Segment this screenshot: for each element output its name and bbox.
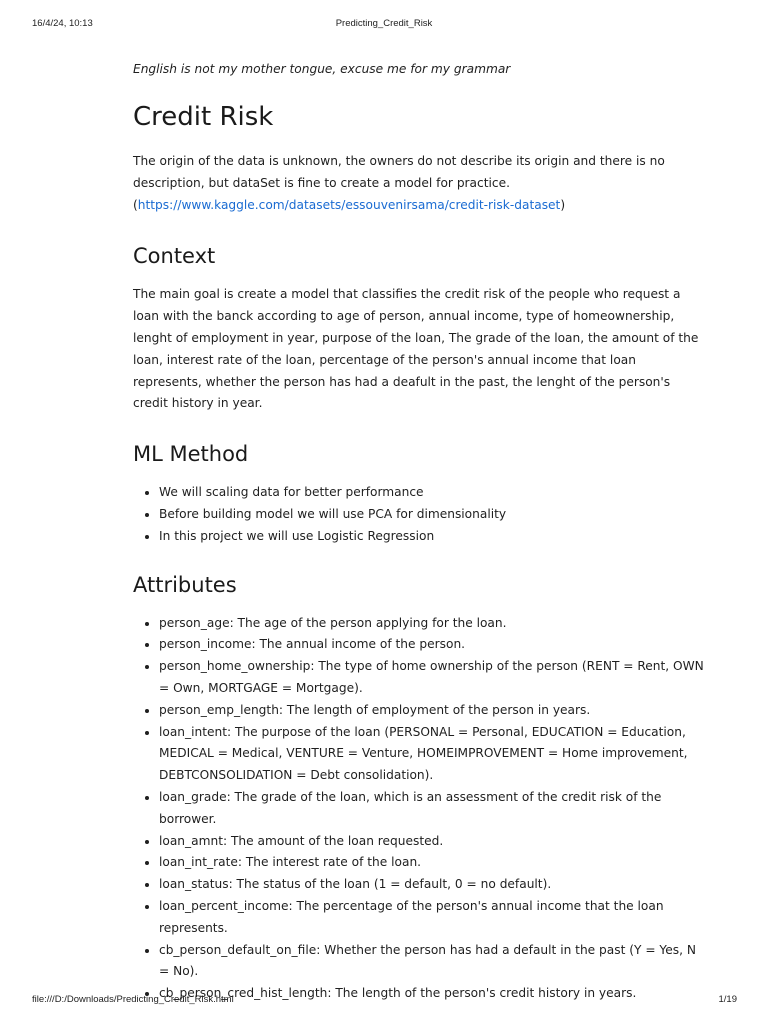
ml-method-heading: ML Method xyxy=(133,442,249,467)
list-item: • cb_person_cred_hist_length: The length of the person's credit history in years. xyxy=(159,983,708,1005)
language-note: English is not my mother tongue, excuse me for my grammar xyxy=(133,62,511,76)
list-item: • loan_percent_income: The percentage of the person's annual income that the loan represents. xyxy=(159,896,708,940)
context-section xyxy=(133,242,708,415)
list-item: • loan_status: The status of the loan (1 = default, 0 = no default). xyxy=(159,874,708,896)
list-item: • loan_grade: The grade of the loan, which is an assessment of the credit risk of the borrower. xyxy=(159,787,708,831)
list-item: • person_age: The age of the person applying for the loan. xyxy=(159,613,708,635)
print-datetime: 16/4/24, 10:13 xyxy=(32,18,93,29)
print-title: Predicting_Credit_Risk xyxy=(335,18,433,29)
list-item: • loan_amnt: The amount of the loan requested. xyxy=(159,831,708,853)
intro-paren-open: ( xyxy=(133,197,138,212)
print-page-number: 1/19 xyxy=(718,994,737,1005)
print-header xyxy=(0,18,768,32)
print-footer xyxy=(0,994,768,1008)
list-item: • person_home_ownership: The type of home ownership of the person (RENT = Rent, OWN = Own, MORTGAGE = Mortgage). xyxy=(159,656,708,700)
list-item: • Before building model we will use PCA for dimensionality xyxy=(159,504,708,526)
list-item: • In this project we will use Logistic Regression xyxy=(159,526,708,548)
context-paragraph: The main goal is create a model that classifies the credit risk of the people who request a loan with the banck according to age of person, annual income, type of homeownership, lenght of employment in year, purpose of the loan, The grade of the loan, the amount of the loan, interest rate of the loan, percentage of the person's annual income that loan represents, whether the person has had a deafult in the past, the lenght of the person's credit history in year. xyxy=(133,287,699,411)
print-file-path: file:///D:/Downloads/Predicting_Credit_Risk.html xyxy=(32,994,234,1005)
intro-paren-close: ) xyxy=(560,197,566,212)
attributes-heading: Attributes xyxy=(133,572,237,597)
ml-method-section xyxy=(133,440,708,547)
list-item: • loan_intent: The purpose of the loan (PERSONAL = Personal, EDUCATION = Education, MEDICAL = Medical, VENTURE = Venture, HOMEIMPROVEMENT = Home improvement, DEBTCONSOLIDATION = Debt consolidation). xyxy=(159,722,708,787)
list-item: • person_income: The annual income of the person. xyxy=(159,634,708,656)
intro-paragraph xyxy=(133,151,708,216)
attributes-list xyxy=(133,613,708,1005)
context-heading: Context xyxy=(133,244,216,269)
page-title: Credit Risk xyxy=(133,102,274,132)
list-item: • cb_person_default_on_file: Whether the person has had a default in the past (Y = Yes, N = No). xyxy=(159,940,708,984)
intro-text: The origin of the data is unknown, the owners do not describe its origin and there is no description, but dataSet is fine to create a model for practice. xyxy=(133,154,665,190)
document-content xyxy=(133,58,708,1005)
list-item: • loan_int_rate: The interest rate of the loan. xyxy=(159,852,708,874)
ml-method-list xyxy=(133,482,708,547)
attributes-section xyxy=(133,571,708,1005)
list-item: • We will scaling data for better performance xyxy=(159,482,708,504)
list-item: • person_emp_length: The length of employment of the person in years. xyxy=(159,700,708,722)
dataset-link[interactable]: https://www.kaggle.com/datasets/essouvenirsama/credit-risk-dataset xyxy=(137,197,561,212)
